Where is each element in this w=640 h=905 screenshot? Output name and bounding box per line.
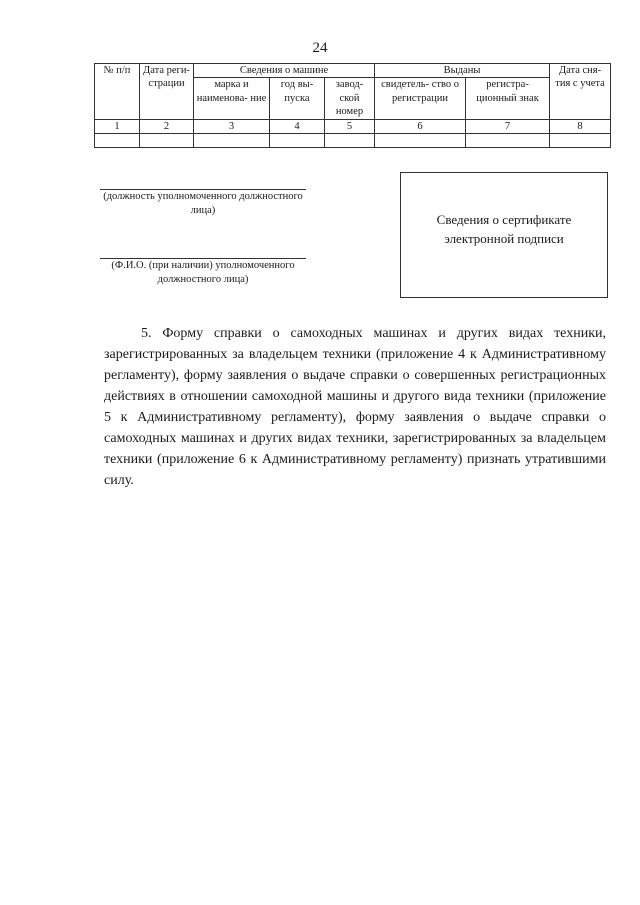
subheader-year: год вы- пуска <box>270 78 325 119</box>
empty-table-row <box>95 133 611 147</box>
subheader-plate: регистра- ционный знак <box>466 78 550 119</box>
table-cell <box>325 133 375 147</box>
position-caption: (должность уполномоченного должностного лица) <box>103 191 303 217</box>
header-issued: Выданы <box>375 64 550 78</box>
name-caption: (Ф.И.О. (при наличии) уполномоченного должностного лица) <box>111 260 295 286</box>
table-cell <box>140 133 194 147</box>
column-number: 2 <box>140 119 194 133</box>
column-number-row <box>95 119 611 133</box>
column-number: 4 <box>270 119 325 133</box>
header-registration-date: Дата реги- страции <box>140 64 194 120</box>
certificate-info-text: Сведения о сертификате электронной подписи <box>436 212 572 246</box>
column-number: 6 <box>375 119 466 133</box>
column-number: 7 <box>466 119 550 133</box>
column-number: 3 <box>194 119 270 133</box>
subheader-serial: завод- ской номер <box>325 78 375 119</box>
position-signature-block <box>100 189 306 219</box>
table-cell <box>194 133 270 147</box>
paragraph-5: 5. Форму справки о самоходных машинах и других видах техники, зарегистрированных за владельцем техники (приложение 4 к Административному регламенту), форму заявления о выдаче справки о совершенных регистрационных действиях в отношении самоходной машины и другого вида техники (приложение 5 к Административному регламенту), форму заявления о выдаче справки о самоходных машинах и других видах техники, зарегистрированных за владельцем техники (приложение 6 к Административному регламенту) признать утратившими силу. <box>104 326 606 488</box>
table-cell <box>95 133 140 147</box>
page-number: 24 <box>312 40 328 56</box>
header-number: № п/п <box>95 64 140 120</box>
certificate-info-box <box>400 172 608 298</box>
column-number: 8 <box>550 119 611 133</box>
subheader-certificate: свидетель- ство о регистрации <box>375 78 466 119</box>
table-cell <box>270 133 325 147</box>
column-number: 5 <box>325 119 375 133</box>
column-number: 1 <box>95 119 140 133</box>
subheader-brand: марка и наименова- ние <box>194 78 270 119</box>
registration-table <box>94 63 611 148</box>
header-deregistration-date: Дата сня- тия с учета <box>550 64 611 120</box>
name-signature-block <box>100 258 306 288</box>
table-cell <box>466 133 550 147</box>
table-cell <box>375 133 466 147</box>
table-cell <box>550 133 611 147</box>
header-machine-info: Сведения о машине <box>194 64 375 78</box>
